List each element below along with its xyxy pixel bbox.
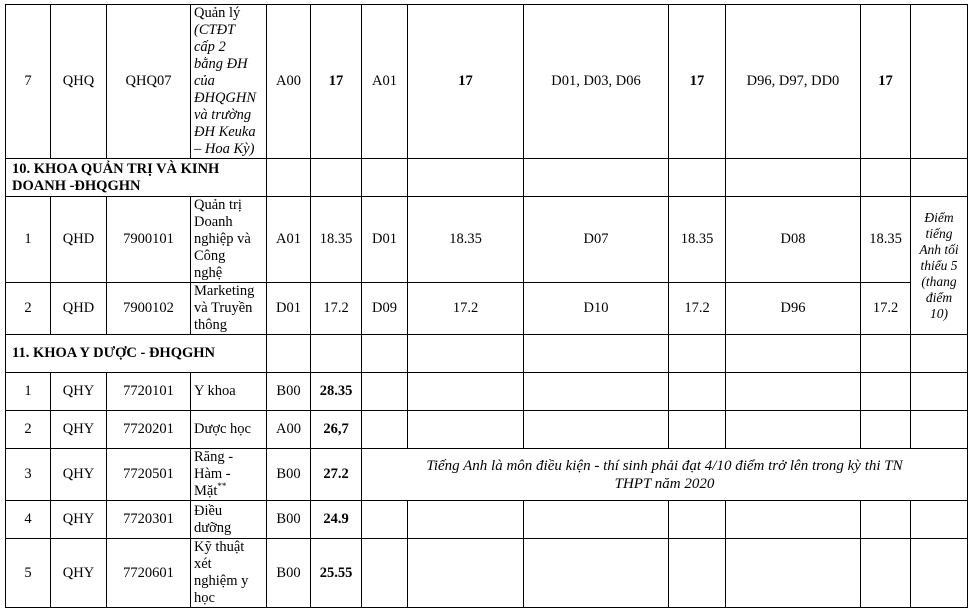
subject-combo-cell: D07 [524, 197, 669, 283]
school-code-cell: QHY [51, 539, 107, 608]
empty-cell [267, 159, 311, 197]
major-code-cell: 7900101 [107, 197, 191, 283]
note-line: thiểu 5 [920, 257, 958, 273]
empty-cell [408, 373, 524, 411]
empty-cell [911, 373, 968, 411]
table-row [6, 283, 968, 335]
subject-combo-cell: D01, D03, D06 [524, 5, 669, 159]
major-name-line: Quản lý [194, 5, 241, 21]
score-cell: 24.9 [311, 501, 362, 539]
subject-combo-cell: B00 [267, 539, 311, 608]
subject-combo-cell: D08 [726, 197, 861, 283]
subject-combo-cell: D96, D97, DD0 [726, 5, 861, 159]
major-name-line: xét [194, 556, 212, 572]
note-line: điểm [925, 289, 953, 305]
stt-cell: 5 [6, 539, 51, 608]
major-name-line: Doanh [194, 214, 233, 230]
score-cell: 18.35 [669, 197, 726, 283]
empty-cell [524, 411, 669, 449]
note-line: tiếng [925, 225, 953, 241]
subject-combo-cell: A00 [267, 5, 311, 159]
empty-cell [311, 335, 362, 373]
empty-cell [861, 335, 911, 373]
empty-cell [861, 411, 911, 449]
major-name-line: Hàm - [194, 466, 231, 482]
section-header-row [6, 159, 968, 197]
subject-combo-cell: A00 [267, 411, 311, 449]
empty-cell [408, 335, 524, 373]
major-name-line: ĐH Keuka [194, 124, 256, 140]
school-code-cell: QHY [51, 411, 107, 449]
major-name-line: nghệ [194, 265, 223, 281]
empty-cell [524, 373, 669, 411]
major-name-cell [191, 197, 267, 283]
score-cell: 17.2 [861, 283, 911, 335]
major-name-cell [191, 5, 267, 159]
note-line: Anh tối [919, 241, 959, 257]
score-cell: 25.55 [311, 539, 362, 608]
subject-combo-cell: D01 [267, 283, 311, 335]
school-code-cell: QHD [51, 283, 107, 335]
footnote-marker: ** [217, 481, 227, 492]
empty-cell [524, 539, 669, 608]
major-code-cell: 7720201 [107, 411, 191, 449]
stt-cell: 2 [6, 283, 51, 335]
empty-cell [861, 501, 911, 539]
stt-cell: 1 [6, 373, 51, 411]
score-cell: 17.2 [311, 283, 362, 335]
school-code-cell: QHY [51, 373, 107, 411]
major-name-line: của [194, 73, 215, 89]
major-name-cell [191, 449, 267, 501]
empty-cell [911, 335, 968, 373]
score-cell: 17 [311, 5, 362, 159]
empty-cell [362, 501, 408, 539]
table-row [6, 5, 968, 159]
major-name-line: học [194, 590, 215, 606]
empty-cell [362, 373, 408, 411]
section-11-title: 11. KHOA Y DƯỢC - ĐHQGHN [6, 335, 267, 373]
note-line: Tiếng Anh là môn điều kiện - thí sinh phải đạt 4/10 điểm trở lên trong kỳ thi TN [426, 458, 903, 474]
subject-combo-cell: D10 [524, 283, 669, 335]
section-title-line: DOANH -ĐHQGHN [12, 177, 141, 194]
empty-cell [524, 501, 669, 539]
major-code-cell: 7720101 [107, 373, 191, 411]
score-cell: 18.35 [861, 197, 911, 283]
subject-combo-cell: B00 [267, 449, 311, 501]
score-cell: 17 [861, 5, 911, 159]
major-code-cell: 7720601 [107, 539, 191, 608]
score-cell: 17.2 [669, 283, 726, 335]
empty-cell [362, 539, 408, 608]
major-name-line: Quản trị [194, 197, 242, 213]
score-cell: 17 [669, 5, 726, 159]
score-cell: 18.35 [408, 197, 524, 283]
major-name-line: thông [194, 317, 228, 333]
table-row [6, 449, 968, 501]
empty-cell [726, 159, 861, 197]
empty-cell [669, 539, 726, 608]
empty-cell [669, 159, 726, 197]
major-name-line: (CTĐT [194, 22, 236, 38]
school-code-cell: QHY [51, 449, 107, 501]
section-header-row [6, 335, 968, 373]
major-name-line: Mặt [194, 483, 218, 499]
major-name-line: cấp 2 [194, 39, 226, 55]
table-row [6, 411, 968, 449]
empty-cell [726, 501, 861, 539]
table-row [6, 197, 968, 283]
empty-cell [861, 539, 911, 608]
subject-combo-cell: D96 [726, 283, 861, 335]
major-name-cell [191, 539, 267, 608]
note-cell [911, 5, 968, 159]
empty-cell [408, 159, 524, 197]
english-requirement-note [911, 197, 968, 335]
school-code-cell: QHQ [51, 5, 107, 159]
empty-cell [524, 159, 669, 197]
empty-cell [669, 501, 726, 539]
empty-cell [726, 411, 861, 449]
table-row [6, 373, 968, 411]
empty-cell [362, 335, 408, 373]
empty-cell [362, 159, 408, 197]
major-code-cell: QHQ07 [107, 5, 191, 159]
subject-combo-cell: D01 [362, 197, 408, 283]
score-cell: 27.2 [311, 449, 362, 501]
major-code-cell: 7900102 [107, 283, 191, 335]
note-line: THPT năm 2020 [614, 476, 715, 492]
major-name-line: Răng - [194, 449, 234, 465]
empty-cell [911, 501, 968, 539]
subject-combo-cell: A01 [362, 5, 408, 159]
major-name-cell [191, 501, 267, 539]
major-name-line: Kỹ thuật [194, 539, 245, 555]
stt-cell: 3 [6, 449, 51, 501]
subject-combo-cell: B00 [267, 373, 311, 411]
table-row [6, 539, 968, 608]
empty-cell [669, 411, 726, 449]
score-cell: 28.35 [311, 373, 362, 411]
major-name-cell: Y khoa [191, 373, 267, 411]
score-cell: 17 [408, 5, 524, 159]
school-code-cell: QHY [51, 501, 107, 539]
empty-cell [408, 411, 524, 449]
major-code-cell: 7720501 [107, 449, 191, 501]
english-condition-note [362, 449, 968, 501]
major-name-line: – Hoa Kỳ) [194, 141, 255, 157]
section-title-line: 10. KHOA QUẢN TRỊ VÀ KINH [12, 160, 220, 177]
empty-cell [362, 411, 408, 449]
empty-cell [311, 159, 362, 197]
subject-combo-cell: D09 [362, 283, 408, 335]
subject-combo-cell: B00 [267, 501, 311, 539]
empty-cell [911, 159, 968, 197]
empty-cell [726, 539, 861, 608]
empty-cell [669, 373, 726, 411]
empty-cell [726, 373, 861, 411]
major-name-line: ĐHQGHN [194, 90, 257, 106]
major-code-cell: 7720301 [107, 501, 191, 539]
note-line: Điểm [924, 209, 954, 225]
major-name-cell: Dược học [191, 411, 267, 449]
section-10-title [6, 159, 267, 197]
admission-score-table [5, 4, 968, 608]
major-name-line: Marketing [194, 283, 255, 299]
table-row [6, 501, 968, 539]
major-name-line: dưỡng [194, 519, 232, 536]
major-name-line: và trường [194, 107, 252, 123]
empty-cell [861, 159, 911, 197]
score-cell: 18.35 [311, 197, 362, 283]
empty-cell [861, 373, 911, 411]
major-name-line: nghiệm y [194, 573, 249, 589]
note-line: 10) [930, 305, 948, 321]
empty-cell [408, 539, 524, 608]
stt-cell: 7 [6, 5, 51, 159]
major-name-line: nghiệp và [194, 231, 251, 247]
major-name-line: Điều [194, 502, 223, 519]
empty-cell [524, 335, 669, 373]
score-cell: 17.2 [408, 283, 524, 335]
major-name-line: Công [194, 248, 226, 264]
stt-cell: 1 [6, 197, 51, 283]
stt-cell: 2 [6, 411, 51, 449]
empty-cell [669, 335, 726, 373]
empty-cell [267, 335, 311, 373]
empty-cell [911, 539, 968, 608]
note-line: (thang [921, 273, 957, 289]
subject-combo-cell: A01 [267, 197, 311, 283]
score-cell: 26,7 [311, 411, 362, 449]
stt-cell: 4 [6, 501, 51, 539]
empty-cell [726, 335, 861, 373]
empty-cell [911, 411, 968, 449]
major-name-line: bằng ĐH [194, 56, 248, 72]
major-name-line: và Truyền [194, 300, 253, 316]
school-code-cell: QHD [51, 197, 107, 283]
empty-cell [408, 501, 524, 539]
major-name-cell [191, 283, 267, 335]
